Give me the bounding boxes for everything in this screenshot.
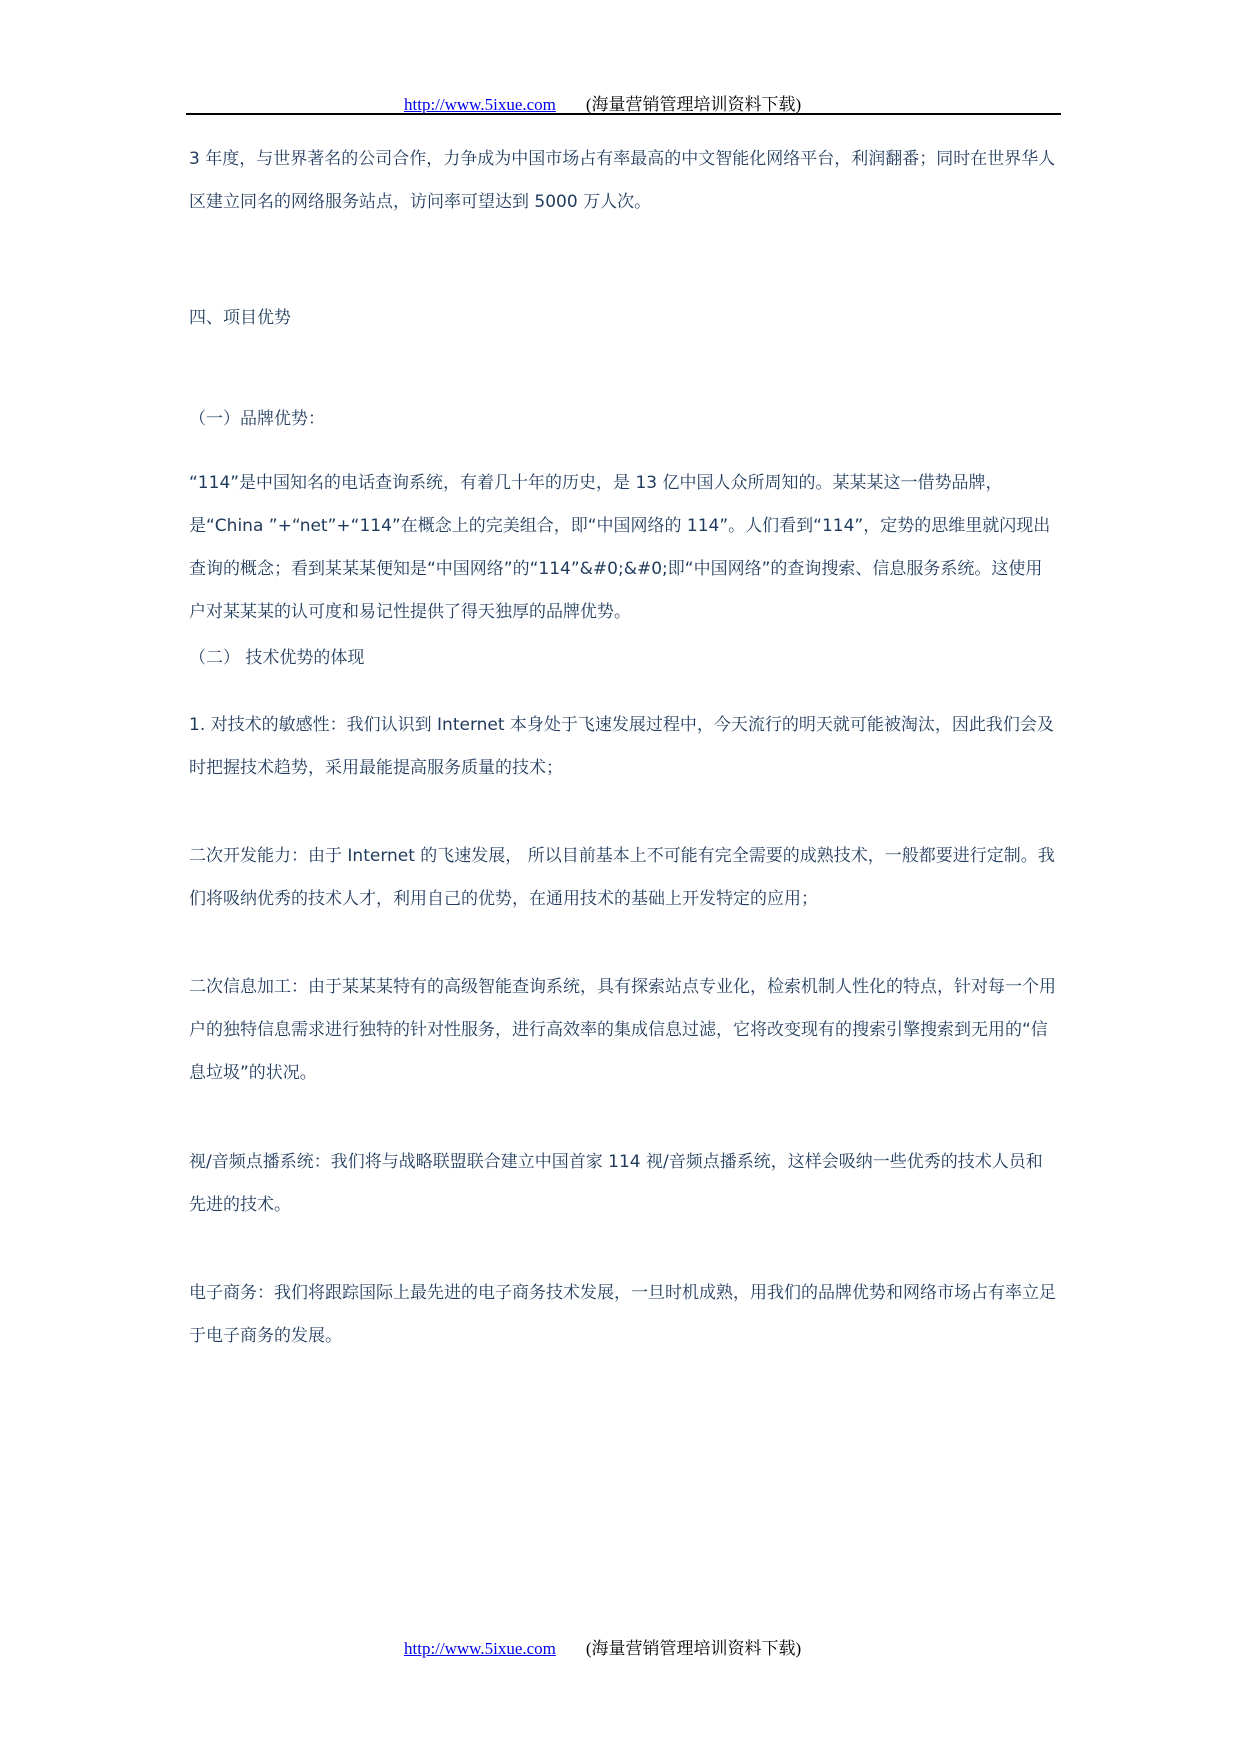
footer-link[interactable]: http://www.5ixue.com [404,1639,556,1658]
paragraph-tech-sensitivity: 1. 对技术的敏感性：我们认识到 Internet 本身处于飞速发展过程中，今天流行的明天就可能被淘汰，因此我们会及时把握技术趋势，采用最能提高服务质量的技术； [189,715,1054,778]
subheading-brand [189,398,1059,441]
paragraph-tech-5 [189,1272,1059,1358]
paragraph-tech-2 [189,835,1059,921]
footer-note: (海量营销管理培训资料下载) [585,1639,802,1658]
header-rule [186,113,1061,115]
section-heading-4 [189,297,1059,340]
paragraph-brand [189,462,1059,634]
header-link[interactable]: http://www.5ixue.com [404,95,556,114]
paragraph-intro [189,138,1059,224]
heading-brand-advantage: （一）品牌优势： [189,409,325,429]
paragraph-intro-text: 3 年度，与世界著名的公司合作，力争成为中国市场占有率最高的中文智能化网络平台，利润翻番；同时在世界华人区建立同名的网络服务站点，访问率可望达到 5000 万人次。 [189,149,1056,212]
heading-tech-advantage: （二） 技术优势的体现 [189,648,365,668]
subheading-tech [189,637,1059,680]
paragraph-tech-processing: 二次信息加工：由于某某某特有的高级智能查询系统，具有探索站点专业化，检索机制人性化的特点，针对每一个用户的独特信息需求进行独特的针对性服务，进行高效率的集成信息过滤，它将改变现有的搜索引擎搜索到无用的“信息垃圾”的状况。 [189,977,1056,1083]
paragraph-tech-1 [189,704,1059,790]
paragraph-brand-text: “114”是中国知名的电话查询系统，有着几十年的历史，是 13 亿中国人众所周知的。某某某这一借势品牌，是“China ”+“net”+“114”在概念上的完美组合，即“中国网络的 114”。人们看到“114”，定势的思维里就闪现出查询的概念；看到某某某便知是“中国网络”的“114”&#0;&#0;即“中国网络”的查询搜索、信息服务系统。这使用户对某某某的认可度和易记性提供了得天独厚的品牌优势。 [189,473,1051,622]
header-note: (海量营销管理培训资料下载) [585,95,802,114]
paragraph-tech-ecommerce: 电子商务：我们将跟踪国际上最先进的电子商务技术发展，一旦时机成熟，用我们的品牌优势和网络市场占有率立足于电子商务的发展。 [189,1283,1056,1346]
heading-project-advantages: 四、项目优势 [189,308,291,328]
paragraph-tech-4 [189,1141,1059,1227]
paragraph-tech-vod: 视/音频点播系统：我们将与战略联盟联合建立中国首家 114 视/音频点播系统，这样会吸纳一些优秀的技术人员和先进的技术。 [189,1152,1043,1215]
paragraph-tech-development: 二次开发能力：由于 Internet 的飞速发展， 所以目前基本上不可能有完全需要的成熟技术，一般都要进行定制。我们将吸纳优秀的技术人才，利用自己的优势，在通用技术的基础上开发特定的应用； [189,846,1055,909]
paragraph-tech-3 [189,966,1059,1095]
